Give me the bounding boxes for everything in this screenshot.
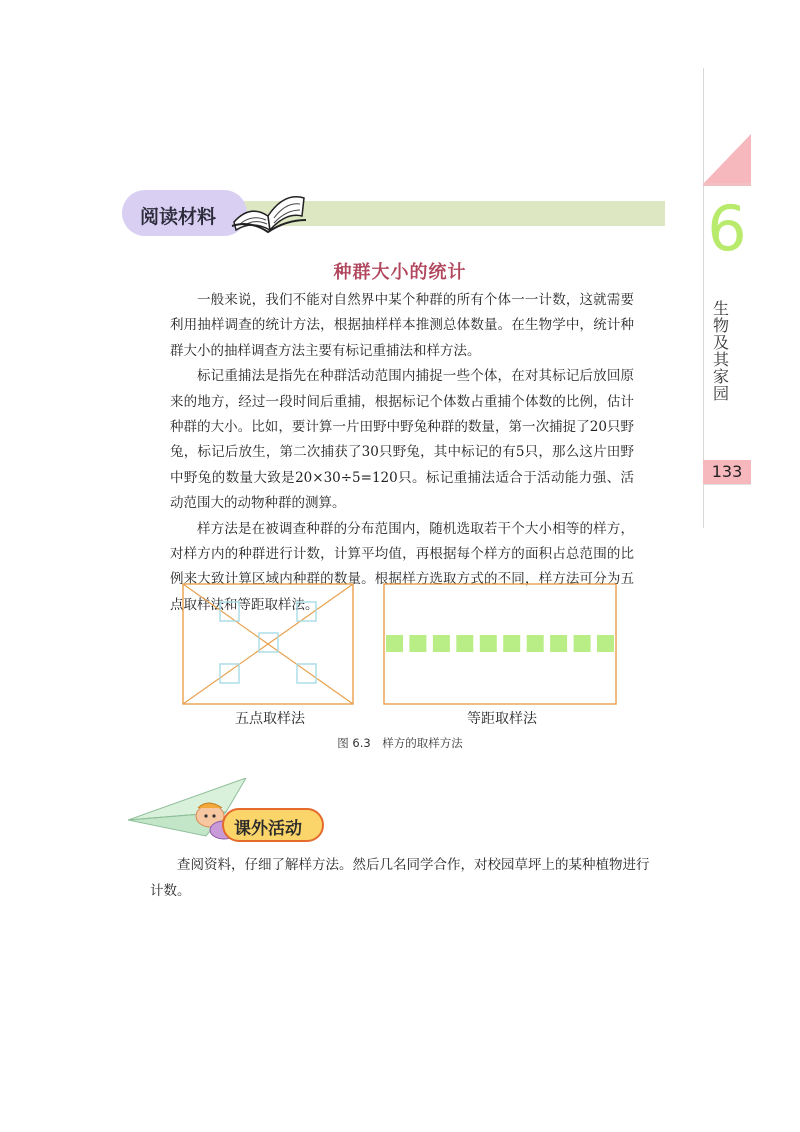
page-tab-rule [703, 484, 751, 485]
chapter-corner-triangle [703, 134, 751, 184]
chapter-tab-divider [703, 183, 751, 186]
chapter-number: 6 [707, 192, 747, 265]
equidistant-caption: 等距取样法 [467, 711, 537, 727]
open-book-icon [228, 186, 308, 234]
article-title: 种群大小的统计 [333, 262, 467, 283]
paragraph-quadrat: 样方法是在被调查种群的分布范围内，随机选取若干个大小相等的样方，对样方内的种群进行计数，计算平均值，再根据每个样方的面积占总范围的比例来大致计算区域内种群的数量。根据样方选取方式的不同，样方法可分为五点取样法和等距取样法。 [170, 520, 634, 613]
equidistant-square [574, 635, 591, 652]
figure-caption: 图 6.3 样方的取样方法 [337, 736, 463, 750]
paragraph-mark-recapture: 标记重捕法是指先在种群活动范围内捕捉一些个体，在对其标记后放回原来的地方，经过一段时间后重捕，根据标记个体数占重捕个体数的比例，估计种群的大小。比如，要计算一片田野中野兔种群的数量，第一次捕捉了20只野兔，标记后放生，第二次捕获了30只野兔，其中标记的有5只，那么这片田野中野兔的数量大致是20×30÷5=120只。标记重捕法适合于活动能力强、活动范围大的动物种群的测算。 [170, 368, 634, 512]
equidistant-square [480, 635, 497, 652]
sampling-methods-figure [182, 583, 618, 705]
equidistant-square [503, 635, 520, 652]
activity-label: 课外活动 [234, 819, 302, 839]
equidistant-square [386, 635, 403, 652]
paragraph-intro: 一般来说，我们不能对自然界中某个种群的所有个体一一计数，这就需要利用抽样调查的统计方法，根据抽样样本推测总体数量。在生物学中，统计种群大小的抽样调查方法主要有标记重捕法和样方法。 [170, 292, 634, 359]
equidistant-squares [386, 635, 614, 652]
activity-body [150, 852, 650, 904]
activity-paragraph: 查阅资料，仔细了解样方法。然后几名同学合作，对校园草坪上的某种植物进行计数。 [150, 857, 650, 899]
article-body [170, 288, 634, 618]
equidistant-square [433, 635, 450, 652]
equidistant-square [409, 635, 426, 652]
equidistant-square [527, 635, 544, 652]
equidistant-square [597, 635, 614, 652]
page-number: 133 [711, 462, 743, 481]
reading-label: 阅读材料 [140, 206, 217, 228]
chapter-title: 生物及其家园 [712, 299, 729, 403]
five-point-caption: 五点取样法 [235, 711, 305, 727]
equidistant-square [550, 635, 567, 652]
equidistant-square [456, 635, 473, 652]
